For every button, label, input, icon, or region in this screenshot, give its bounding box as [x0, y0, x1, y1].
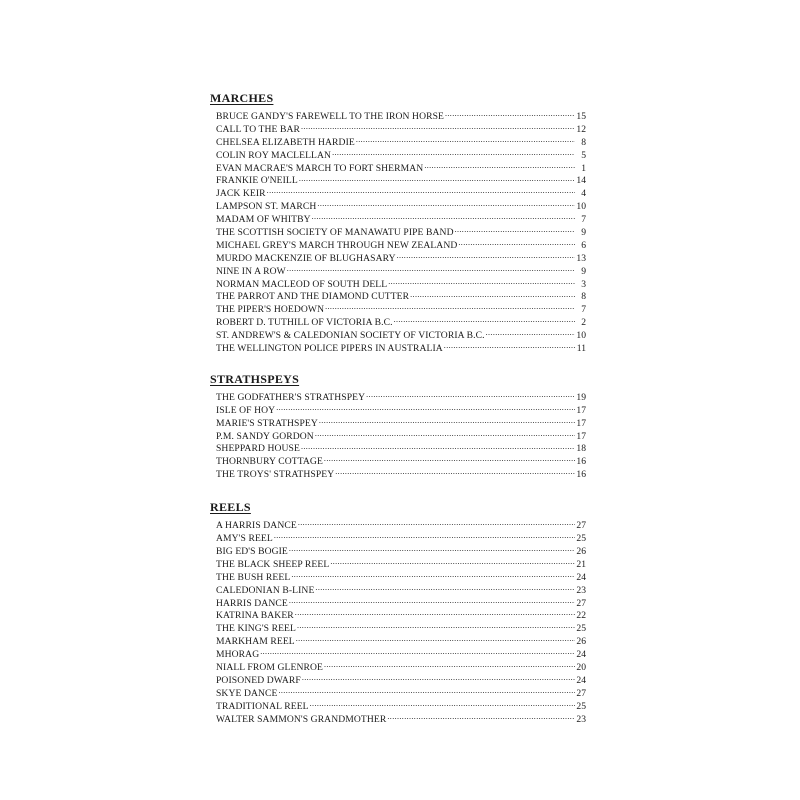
entry-title: TRADITIONAL REEL — [216, 700, 309, 712]
entry-title: SHEPPARD HOUSE — [216, 443, 300, 455]
dot-leader — [455, 225, 575, 235]
entry-page-number: 14 — [576, 175, 586, 187]
toc-entry — [216, 583, 586, 596]
dot-leader — [325, 302, 575, 312]
entry-title: THE SCOTTISH SOCIETY OF MANAWATU PIPE BAND — [216, 227, 454, 239]
entry-page-number: 27 — [576, 687, 586, 699]
dot-leader — [287, 264, 575, 274]
toc-entry — [216, 429, 586, 442]
entry-page-number: 8 — [581, 291, 586, 303]
entry-title: ST. ANDREW'S & CALEDONIAN SOCIETY OF VICTORIA B.C. — [216, 330, 485, 342]
entry-title: THE BLACK SHEEP REEL — [216, 558, 330, 570]
entry-list — [210, 518, 586, 724]
toc-entry — [216, 634, 586, 647]
toc-entry — [216, 199, 586, 212]
entry-page-number: 25 — [576, 700, 586, 712]
toc-entry — [216, 557, 586, 570]
toc-entry — [216, 264, 586, 277]
entry-page-number: 24 — [576, 649, 586, 661]
entry-page-number: 17 — [576, 430, 586, 442]
toc-entry — [216, 518, 586, 531]
toc-entry — [216, 302, 586, 315]
entry-page-number: 19 — [576, 391, 586, 403]
entry-title: CALL TO THE BAR — [216, 123, 301, 135]
entry-title: THE PARROT AND THE DIAMOND CUTTER — [216, 291, 410, 303]
entry-page-number: 5 — [581, 149, 586, 161]
dot-leader — [298, 518, 575, 528]
dot-leader — [410, 289, 575, 299]
toc-entry — [216, 212, 586, 225]
dot-leader — [295, 608, 575, 618]
entry-list — [210, 109, 586, 354]
entry-page-number: 16 — [576, 456, 586, 468]
entry-page-number: 8 — [581, 136, 586, 148]
entry-title: MURDO MACKENZIE OF BLUGHASARY — [216, 252, 396, 264]
dot-leader — [356, 135, 575, 145]
entry-page-number: 24 — [576, 571, 586, 583]
dot-leader — [366, 390, 575, 400]
dot-leader — [330, 557, 575, 567]
entry-title: MADAM OF WHITBY — [216, 214, 311, 226]
toc-entry — [216, 416, 586, 429]
dot-leader — [486, 328, 575, 338]
dot-leader — [324, 454, 575, 464]
entry-page-number: 22 — [576, 610, 586, 622]
toc-entry — [216, 621, 586, 634]
entry-page-number: 7 — [581, 214, 586, 226]
entry-title: THE WELLINGTON POLICE PIPERS IN AUSTRALIA — [216, 343, 443, 355]
entry-title: POISONED DWARF — [216, 674, 301, 686]
entry-title: P.M. SANDY GORDON — [216, 430, 314, 442]
section-reels — [210, 499, 586, 724]
entry-title: NIALL FROM GLENROE — [216, 661, 323, 673]
entry-title: MHORAG — [216, 649, 260, 661]
entry-title: JACK KEIR — [216, 188, 266, 200]
entry-title: NINE IN A ROW — [216, 265, 286, 277]
dot-leader — [291, 570, 575, 580]
entry-title: THE PIPER'S HOEDOWN — [216, 304, 325, 316]
entry-page-number: 15 — [576, 111, 586, 122]
dot-leader — [388, 277, 575, 287]
toc-entry — [216, 289, 586, 302]
entry-page-number: 11 — [576, 343, 586, 355]
toc-entry — [216, 531, 586, 544]
entry-page-number: 18 — [576, 443, 586, 455]
entry-title: THORNBURY COTTAGE — [216, 456, 323, 468]
entry-title: COLIN ROY MACLELLAN — [216, 149, 332, 161]
entry-page-number: 13 — [576, 252, 586, 264]
entry-page-number: 9 — [581, 227, 586, 239]
section-strathspeys — [210, 371, 586, 480]
dot-leader — [424, 161, 575, 171]
toc-entry — [216, 596, 586, 609]
entry-title: A HARRIS DANCE — [216, 520, 297, 532]
dot-leader — [299, 173, 575, 183]
toc-entry — [216, 660, 586, 673]
toc-entry — [216, 238, 586, 251]
entry-page-number: 7 — [581, 304, 586, 316]
section-title: STRATHSPEYS — [210, 371, 300, 386]
toc-entry — [216, 225, 586, 238]
dot-leader — [315, 583, 575, 593]
toc-entry — [216, 161, 586, 174]
entry-page-number: 27 — [576, 520, 586, 532]
dot-leader — [394, 315, 575, 325]
entry-title: CALEDONIAN B-LINE — [216, 584, 315, 596]
dot-leader — [332, 148, 575, 158]
toc-entry — [216, 699, 586, 712]
entry-title: THE TROYS' STRATHSPEY — [216, 469, 335, 481]
toc-entry — [216, 341, 586, 354]
dot-leader — [319, 416, 575, 426]
entry-title: MARIE'S STRATHSPEY — [216, 417, 318, 429]
toc-entry — [216, 251, 586, 264]
dot-leader — [279, 686, 576, 696]
section-marches — [210, 90, 586, 354]
dot-leader — [312, 212, 575, 222]
dot-leader — [289, 544, 575, 554]
dot-leader — [397, 251, 575, 261]
toc-entry — [216, 148, 586, 161]
entry-page-number: 27 — [576, 597, 586, 609]
toc-entry — [216, 390, 586, 403]
dot-leader — [274, 531, 575, 541]
dot-leader — [387, 712, 575, 722]
dot-leader — [301, 441, 575, 451]
dot-leader — [310, 699, 575, 709]
toc-entry — [216, 570, 586, 583]
entry-title: NORMAN MACLEOD OF SOUTH DELL — [216, 278, 388, 290]
entry-title: KATRINA BAKER — [216, 610, 294, 622]
toc-entry — [216, 467, 586, 480]
toc-entry — [216, 122, 586, 135]
toc-entry — [216, 454, 586, 467]
entry-page-number: 17 — [576, 404, 586, 416]
toc-entry — [216, 277, 586, 290]
toc-entry — [216, 544, 586, 557]
entry-page-number: 24 — [576, 674, 586, 686]
dot-leader — [260, 647, 575, 657]
dot-leader — [317, 199, 575, 209]
toc-entry — [216, 403, 586, 416]
entry-title: FRANKIE O'NEILL — [216, 175, 298, 187]
entry-page-number: 23 — [576, 713, 586, 725]
entry-page-number: 2 — [581, 317, 586, 329]
entry-title: WALTER SAMMON'S GRANDMOTHER — [216, 713, 387, 725]
dot-leader — [289, 596, 575, 606]
entry-title: CHELSEA ELIZABETH HARDIE — [216, 136, 355, 148]
toc-entry — [216, 315, 586, 328]
entry-title: AMY'S REEL — [216, 533, 273, 545]
entry-title: BRUCE GANDY'S FAREWELL TO THE IRON HORSE — [216, 111, 444, 122]
entry-title: THE GODFATHER'S STRATHSPEY — [216, 391, 366, 403]
entry-page-number: 12 — [576, 123, 586, 135]
entry-page-number: 17 — [576, 417, 586, 429]
entry-title: SKYE DANCE — [216, 687, 278, 699]
toc-entry — [216, 186, 586, 199]
dot-leader — [315, 429, 575, 439]
toc-entry — [216, 686, 586, 699]
dot-leader — [296, 634, 575, 644]
entry-page-number: 25 — [576, 533, 586, 545]
dot-leader — [445, 109, 575, 119]
entry-list — [210, 390, 586, 480]
entry-title: EVAN MACRAE'S MARCH TO FORT SHERMAN — [216, 162, 424, 174]
entry-title: MARKHAM REEL — [216, 636, 295, 648]
toc-entry — [216, 173, 586, 186]
table-of-contents — [210, 90, 586, 724]
dot-leader — [276, 403, 575, 413]
entry-page-number: 20 — [576, 661, 586, 673]
entry-page-number: 23 — [576, 584, 586, 596]
toc-entry — [216, 441, 586, 454]
toc-entry — [216, 673, 586, 686]
section-title: REELS — [210, 500, 251, 515]
entry-page-number: 21 — [576, 558, 586, 570]
toc-entry — [216, 109, 586, 122]
dot-leader — [444, 341, 575, 351]
toc-entry — [216, 135, 586, 148]
entry-page-number: 4 — [581, 188, 586, 200]
toc-entry — [216, 712, 586, 725]
entry-title: LAMPSON ST. MARCH — [216, 201, 317, 213]
entry-title: ISLE OF HOY — [216, 404, 276, 416]
entry-page-number: 6 — [581, 239, 586, 251]
toc-entry — [216, 328, 586, 341]
entry-title: BIG ED'S BOGIE — [216, 545, 288, 557]
section-title: MARCHES — [210, 91, 274, 105]
entry-title: THE BUSH REEL — [216, 571, 291, 583]
dot-leader — [301, 122, 575, 132]
toc-entry — [216, 608, 586, 621]
entry-page-number: 26 — [576, 545, 586, 557]
entry-title: ROBERT D. TUTHILL OF VICTORIA B.C. — [216, 317, 393, 329]
dot-leader — [335, 467, 575, 477]
entry-title: HARRIS DANCE — [216, 597, 288, 609]
entry-title: MICHAEL GREY'S MARCH THROUGH NEW ZEALAND — [216, 239, 458, 251]
entry-page-number: 1 — [581, 162, 586, 174]
entry-page-number: 10 — [576, 330, 586, 342]
dot-leader — [267, 186, 575, 196]
entry-page-number: 25 — [576, 623, 586, 635]
dot-leader — [458, 238, 575, 248]
toc-entry — [216, 647, 586, 660]
entry-page-number: 26 — [576, 636, 586, 648]
entry-title: THE KING'S REEL — [216, 623, 296, 635]
entry-page-number: 10 — [576, 201, 586, 213]
entry-page-number: 3 — [581, 278, 586, 290]
dot-leader — [324, 660, 575, 670]
dot-leader — [297, 621, 575, 631]
entry-page-number: 9 — [581, 265, 586, 277]
entry-page-number: 16 — [576, 469, 586, 481]
dot-leader — [302, 673, 575, 683]
